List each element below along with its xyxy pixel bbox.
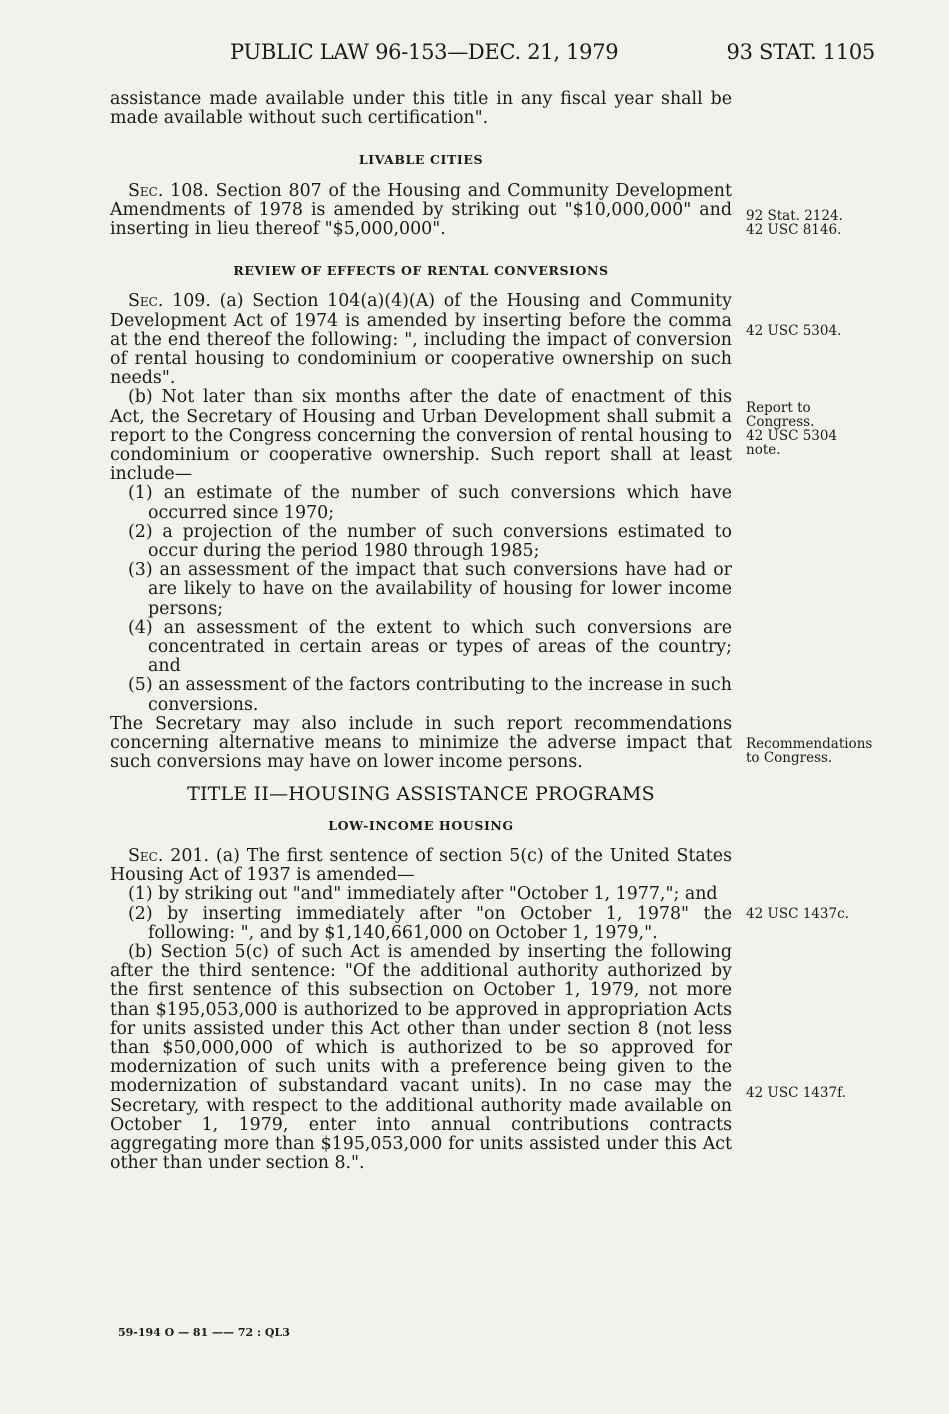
section-108-text: 108. Section 807 of the Housing and Community Development Amendments of 1978 is amended by striking out "$10,000,000" and inserting in lieu thereof "$5,000,000".: [110, 180, 732, 240]
section-201a-text: 201. (a) The first sentence of section 5(c) of the United States Housing Act of 1937 is amended—: [110, 845, 732, 886]
list-item: (2) a projection of the number of such conversions estimated to occur during the period 1980 through 1985;: [128, 521, 732, 562]
section-label: Sec.: [128, 180, 164, 201]
public-law-title: PUBLIC LAW 96-153—DEC. 21, 1979: [230, 40, 619, 64]
intro-paragraph: assistance made available under this title in any fiscal year shall be made available without such certification".: [110, 89, 732, 129]
section-109b: (b) Not later than six months after the date of enactment of this Act, the Secretary of Housing and Urban Development shall submit a report to the Congress concerning the conversion of rental housing to condominium or cooperative ownership. Such report shall at least include—: [110, 387, 732, 485]
margin-note-5304: 42 USC 5304.: [746, 323, 842, 339]
section-201b: (b) Section 5(c) of such Act is amended by inserting the following after the third sentence: "Of the additional authority authorized by the first sentence of this subsection on October 1, 1979, not more than $195,053,000 is authorized to be approved in appropriation Acts for units assisted under this Act other than under section 8 (not less than $50,000,000 of which is authorized to be so approved for modernization of such units with a preference being given to the modernization of substandard vacant units). In no case may the Secretary, with respect to the additional authority made available on October 1, 1979, enter into annual contributions contracts aggregating more than $195,053,000 for units assisted under this Act other than under section 8.".: [110, 941, 732, 1174]
list-item: (1) an estimate of the number of such conversions which have occurred since 1970;: [128, 483, 732, 523]
print-code-footer: 59-194 O — 81 —— 72 : QL3: [118, 1326, 290, 1339]
list-item: (3) an assessment of the impact that such conversions have had or are likely to have on the availability of housing for lower income persons;: [128, 560, 732, 619]
secretary-recommendations-paragraph: The Secretary may also include in such report recommendations concerning alternative means to minimize the adverse impact that such conversions may have on lower income persons.: [110, 713, 732, 773]
section-109a: [110, 292, 732, 388]
section-201a: [110, 847, 732, 885]
margin-note-stat-2124: 92 Stat. 2124. 42 USC 8146.: [746, 208, 843, 238]
margin-note-1437f: 42 USC 1437f.: [746, 1085, 846, 1101]
margin-note-recommendations: Recommendations to Congress.: [746, 736, 873, 766]
title-ii-heading: TITLE II—HOUSING ASSISTANCE PROGRAMS: [187, 782, 655, 805]
list-item: (5) an assessment of the factors contributing to the increase in such conversions.: [128, 675, 732, 715]
page-header: [230, 40, 875, 74]
section-label: Sec.: [128, 845, 164, 866]
heading-livable-cities: LIVABLE CITIES: [358, 152, 484, 168]
heading-low-income-housing: LOW-INCOME HOUSING: [328, 817, 514, 833]
list-item: (2) by inserting immediately after "on October 1, 1978" the following: ", and by $1,140,661,000 on October 1, 1979,".: [128, 903, 732, 943]
margin-note-report-to-congress: Report to Congress. 42 USC 5304 note.: [746, 400, 838, 458]
section-108: [110, 182, 732, 240]
heading-review-rental-conversions: REVIEW OF EFFECTS OF RENTAL CONVERSIONS: [233, 263, 609, 279]
body-text: [110, 90, 732, 1173]
statute-page-number: 93 STAT. 1105: [726, 40, 875, 64]
margin-note-1437c: 42 USC 1437c.: [746, 906, 849, 922]
section-label: Sec.: [128, 291, 164, 312]
list-item: (1) by striking out "and" immediately after "October 1, 1977,"; and: [128, 884, 718, 905]
section-109a-text: 109. (a) Section 104(a)(4)(A) of the Housing and Community Development Act of 1974 is amended by inserting before the comma at the end thereof the following: ", including the impact of conversion of rental housing to condominium or cooperative ownership on such needs".: [110, 291, 732, 389]
list-item: (4) an assessment of the extent to which such conversions are concentrated in certain areas or types of areas of the country; and: [128, 617, 732, 677]
